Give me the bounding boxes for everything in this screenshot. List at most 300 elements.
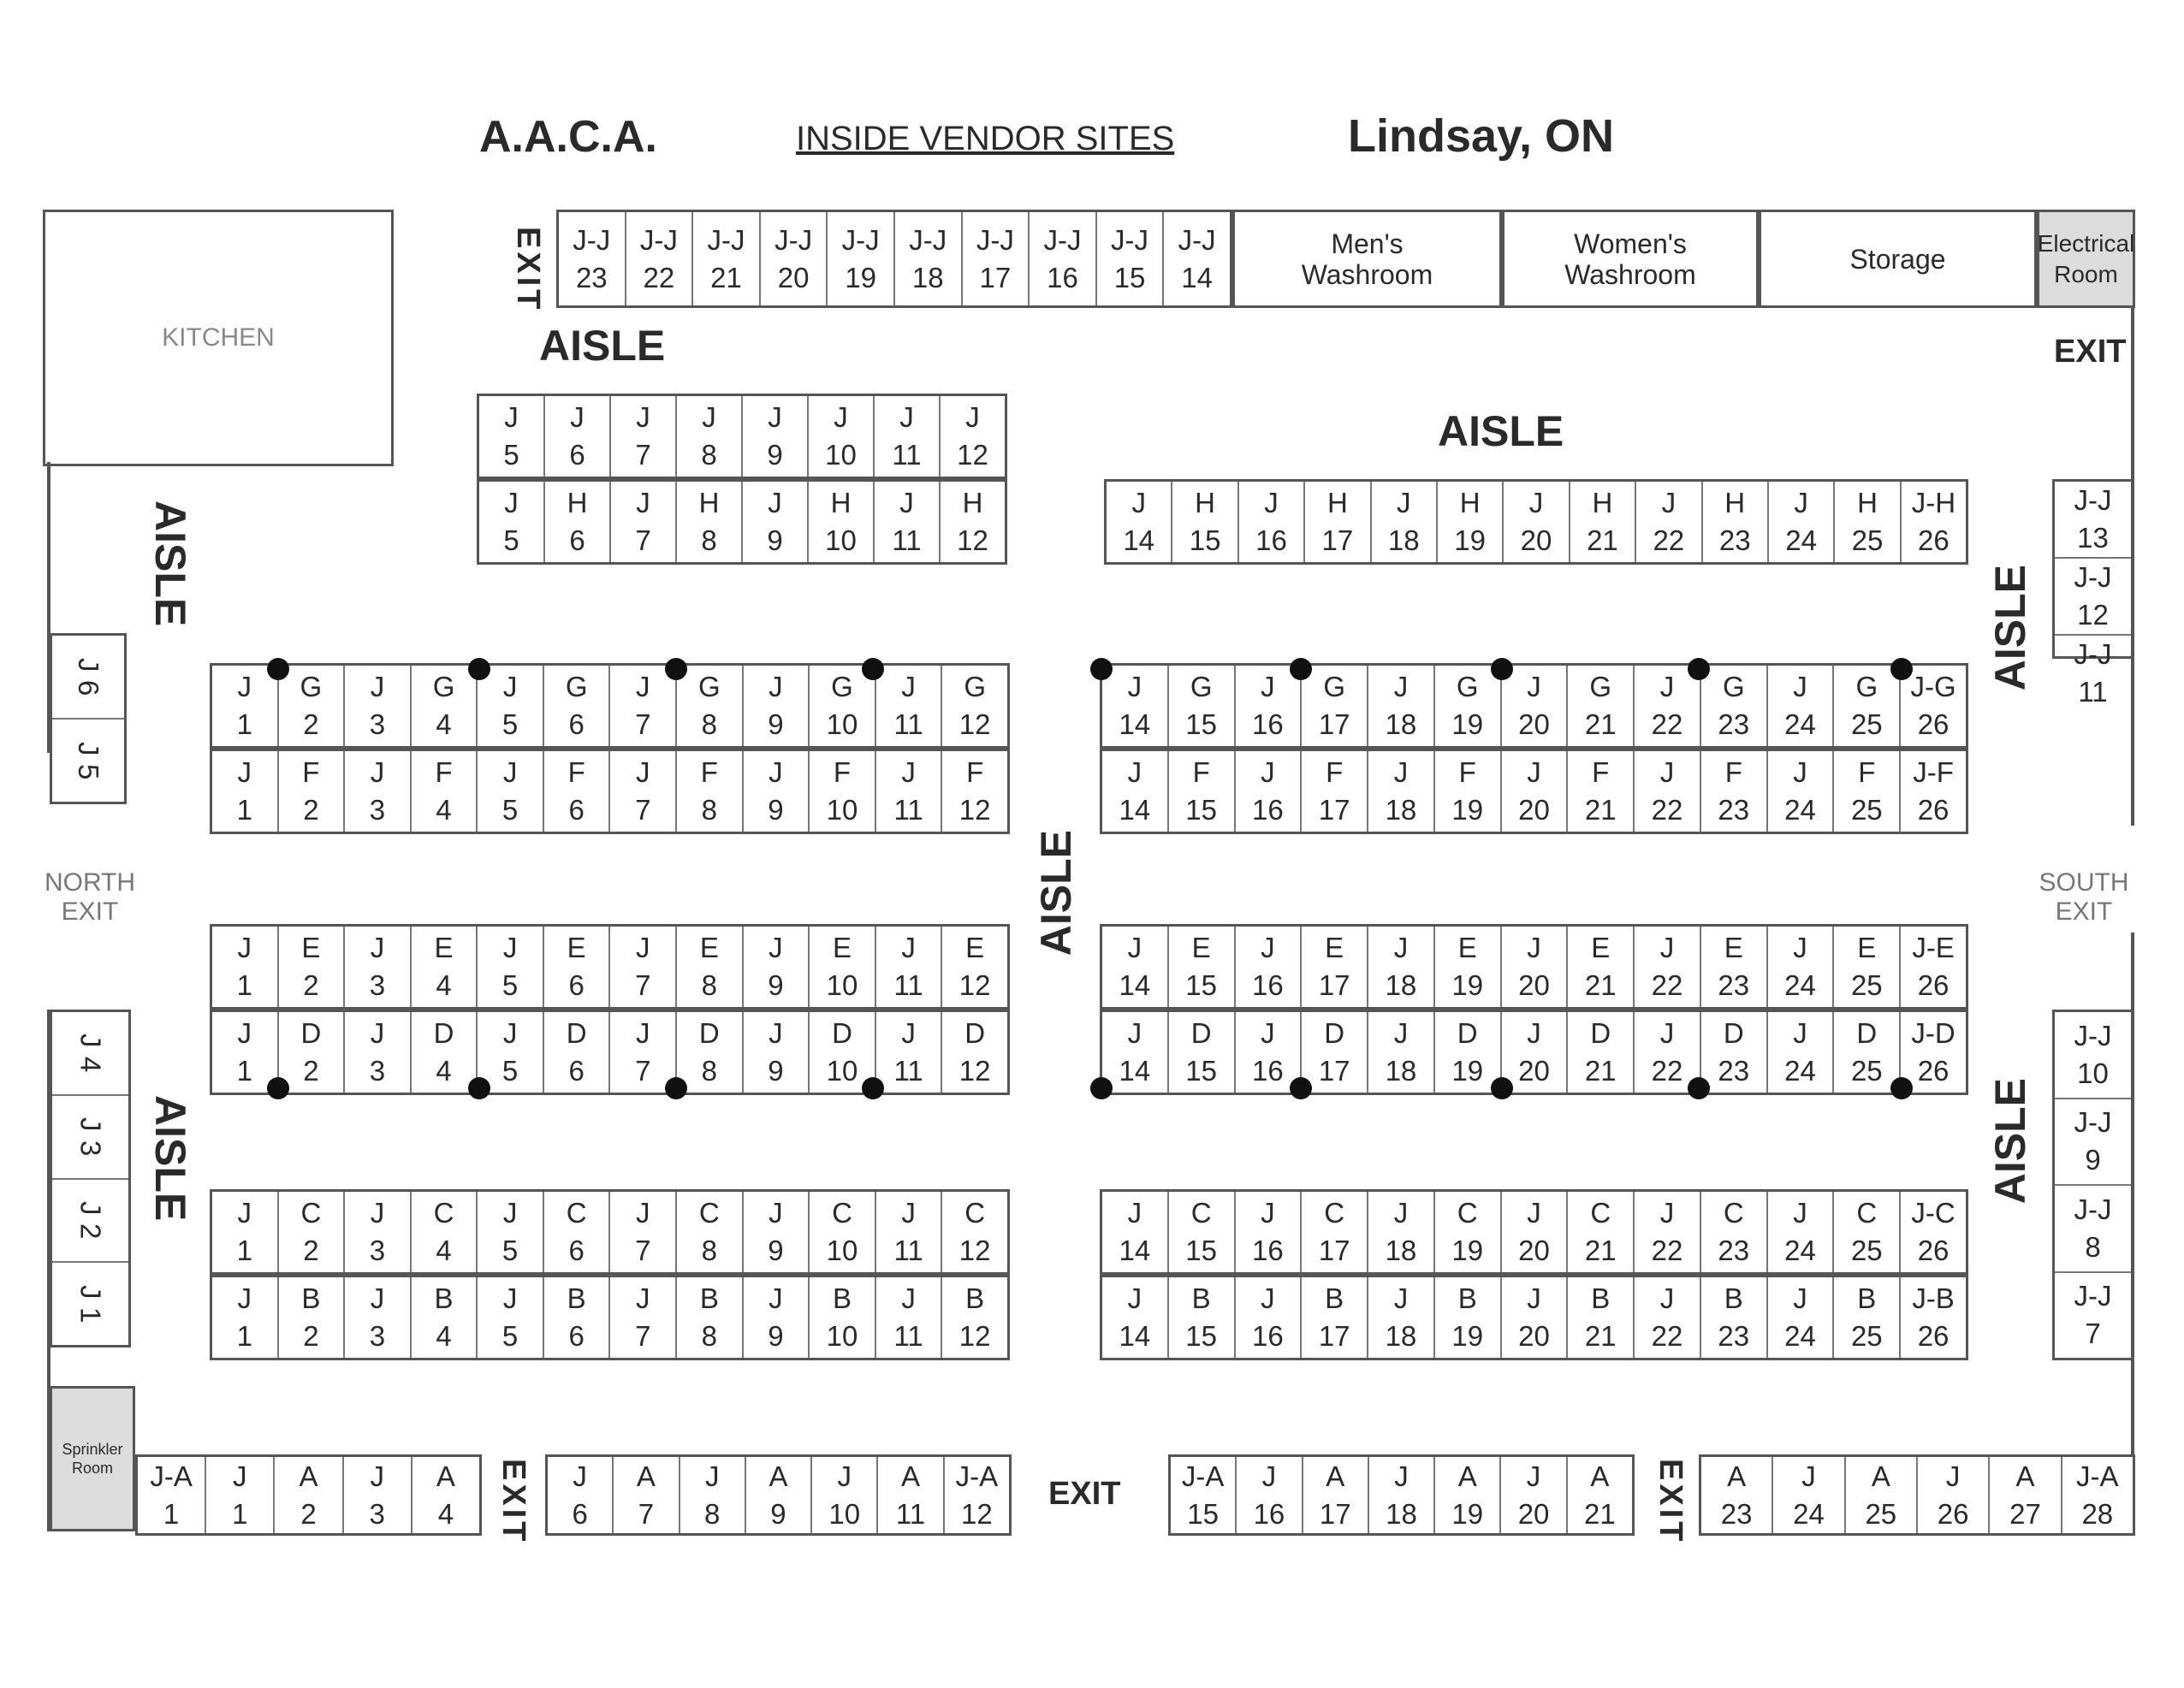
booth-a-2-6[interactable] <box>945 1457 1009 1533</box>
booth-d-right-6[interactable] <box>1502 1012 1569 1093</box>
booth-f-right-8[interactable] <box>1635 751 1701 832</box>
booth-g-right-12[interactable] <box>1901 666 1966 746</box>
booth-jj-right-top-1[interactable] <box>2055 559 2131 636</box>
booth-h-right-7[interactable] <box>1570 482 1636 562</box>
booth-e-left-8[interactable] <box>744 927 810 1007</box>
booth-d-left-8[interactable] <box>744 1012 810 1093</box>
booth-code: J <box>1393 1017 1409 1049</box>
booth-b-left-5[interactable] <box>544 1277 611 1358</box>
booth-b-left-7[interactable] <box>677 1277 744 1358</box>
booth-b-right-0[interactable] <box>1102 1277 1169 1358</box>
booth-number: 19 <box>1451 1320 1484 1352</box>
booth-number: 22 <box>643 261 675 293</box>
booth-c-right-10[interactable] <box>1768 1192 1835 1272</box>
booth-jj-right-top-0[interactable] <box>2055 482 2131 559</box>
booth-jj-left-top-1[interactable] <box>52 720 124 802</box>
booth-d-right-3[interactable] <box>1302 1012 1368 1093</box>
booth-c-right-1[interactable] <box>1169 1192 1236 1272</box>
booth-code: J <box>237 932 252 963</box>
booth-d-left-7[interactable] <box>677 1012 744 1093</box>
booth-h-left-7[interactable] <box>941 482 1005 562</box>
booth-e-right-8[interactable] <box>1635 927 1701 1007</box>
booth-h-left-6[interactable] <box>875 482 941 562</box>
booth-top-strip-8[interactable] <box>1097 212 1165 305</box>
booth-h-right-0[interactable] <box>1107 482 1172 562</box>
booth-top-strip-2[interactable] <box>693 212 761 305</box>
booth-jj-right-top-2[interactable] <box>2055 636 2131 711</box>
booth-a-3-1[interactable] <box>1237 1457 1303 1533</box>
booth-g-right-3[interactable] <box>1302 666 1368 746</box>
booth-e-left-0[interactable] <box>212 927 279 1007</box>
booth-b-left-9[interactable] <box>810 1277 876 1358</box>
booth-c-right-7[interactable] <box>1568 1192 1635 1272</box>
booth-b-left-4[interactable] <box>478 1277 544 1358</box>
booth-number: 12 <box>2077 599 2109 631</box>
booth-top-strip-4[interactable] <box>828 212 895 305</box>
booth-a-3-4[interactable] <box>1435 1457 1501 1533</box>
booth-c-right-9[interactable] <box>1701 1192 1768 1272</box>
booth-code: G <box>1855 671 1878 702</box>
booth-number: 1 <box>236 708 252 740</box>
booth-e-right-2[interactable] <box>1236 927 1303 1007</box>
booth-h-right-2[interactable] <box>1239 482 1305 562</box>
booth-a-4-3[interactable] <box>1918 1457 1990 1533</box>
booth-e-right-10[interactable] <box>1768 927 1835 1007</box>
booth-f-left-10[interactable] <box>876 751 943 832</box>
booth-b-right-6[interactable] <box>1502 1277 1569 1358</box>
booth-g-left-10[interactable] <box>876 666 943 746</box>
booth-e-right-0[interactable] <box>1102 927 1169 1007</box>
booth-number: 10 <box>828 1497 861 1530</box>
booth-f-left-4[interactable] <box>478 751 544 832</box>
booth-b-right-3[interactable] <box>1302 1277 1368 1358</box>
booth-a-1-1[interactable] <box>206 1457 275 1533</box>
booth-g-left-6[interactable] <box>610 666 677 746</box>
booth-d-right-0[interactable] <box>1102 1012 1169 1093</box>
booth-a-1-0[interactable] <box>138 1457 206 1533</box>
booth-d-left-10[interactable] <box>876 1012 943 1093</box>
booth-e-left-7[interactable] <box>677 927 744 1007</box>
booth-code: J <box>573 1460 587 1492</box>
booth-g-right-7[interactable] <box>1568 666 1635 746</box>
booth-f-left-9[interactable] <box>810 751 876 832</box>
booth-c-right-11[interactable] <box>1834 1192 1901 1272</box>
booth-e-left-6[interactable] <box>610 927 677 1007</box>
booth-f-left-1[interactable] <box>279 751 346 832</box>
booth-g-left-5[interactable] <box>544 666 611 746</box>
booth-g-right-1[interactable] <box>1169 666 1236 746</box>
booth-row-a-3 <box>1168 1454 1635 1536</box>
booth-jj-left-top-0[interactable] <box>52 636 124 720</box>
booth-number: 19 <box>1451 1235 1484 1266</box>
booth-c-left-8[interactable] <box>744 1192 810 1272</box>
booth-e-right-4[interactable] <box>1368 927 1435 1007</box>
booth-a-4-4[interactable] <box>1990 1457 2062 1533</box>
booth-d-left-5[interactable] <box>544 1012 611 1093</box>
booth-code: J <box>74 1284 107 1300</box>
booth-a-4-0[interactable] <box>1701 1457 1773 1533</box>
booth-a-1-4[interactable] <box>412 1457 479 1533</box>
booth-number: 9 <box>2085 1144 2101 1176</box>
booth-f-right-10[interactable] <box>1768 751 1835 832</box>
booth-d-right-9[interactable] <box>1701 1012 1768 1093</box>
booth-h-left-5[interactable] <box>809 482 875 562</box>
booth-top-strip-7[interactable] <box>1030 212 1097 305</box>
booth-h-right-3[interactable] <box>1305 482 1371 562</box>
booth-c-left-2[interactable] <box>345 1192 412 1272</box>
booth-top-strip-9[interactable] <box>1164 212 1230 305</box>
booth-h-left-3[interactable] <box>677 482 743 562</box>
booth-code: J-C <box>1911 1197 1956 1229</box>
booth-e-left-4[interactable] <box>478 927 544 1007</box>
booth-d-left-3[interactable] <box>412 1012 478 1093</box>
booth-g-right-9[interactable] <box>1701 666 1768 746</box>
booth-b-left-1[interactable] <box>279 1277 346 1358</box>
booth-jj-left-bottom-0[interactable] <box>52 1012 128 1096</box>
booth-a-4-1[interactable] <box>1773 1457 1845 1533</box>
booth-code: C <box>433 1197 454 1229</box>
booth-code: J <box>502 932 518 963</box>
booth-h-left-4[interactable] <box>743 482 809 562</box>
booth-jj-left-bottom-3[interactable] <box>52 1263 128 1345</box>
booth-number: 21 <box>1584 708 1617 740</box>
booth-g-left-4[interactable] <box>478 666 544 746</box>
booth-c-left-10[interactable] <box>876 1192 943 1272</box>
booth-h-right-5[interactable] <box>1438 482 1504 562</box>
exit-top-left: EXIT <box>510 227 546 313</box>
booth-e-right-11[interactable] <box>1834 927 1901 1007</box>
booth-a-3-2[interactable] <box>1303 1457 1369 1533</box>
booth-c-left-4[interactable] <box>478 1192 544 1272</box>
booth-c-right-12[interactable] <box>1901 1192 1966 1272</box>
booth-f-left-0[interactable] <box>212 751 279 832</box>
booth-f-right-5[interactable] <box>1435 751 1502 832</box>
booth-code: J <box>370 756 385 788</box>
booth-h-right-9[interactable] <box>1703 482 1769 562</box>
booth-number: 6 <box>568 794 585 826</box>
booth-h-right-12[interactable] <box>1902 482 1966 562</box>
booth-h-left-0[interactable] <box>479 482 545 562</box>
booth-a-3-3[interactable] <box>1369 1457 1435 1533</box>
booth-number: 16 <box>1252 1055 1284 1087</box>
booth-number: 5 <box>501 1320 519 1352</box>
booth-i-left-2[interactable] <box>611 396 677 477</box>
booth-code: J <box>1945 1460 1961 1492</box>
booth-code: J <box>901 1017 916 1049</box>
booth-f-left-2[interactable] <box>345 751 412 832</box>
booth-e-right-1[interactable] <box>1169 927 1236 1007</box>
booth-g-left-11[interactable] <box>942 666 1007 746</box>
booth-code: G <box>964 671 986 702</box>
booth-a-2-0[interactable] <box>548 1457 614 1533</box>
booth-jj-right-bottom-0[interactable] <box>2055 1012 2131 1099</box>
booth-g-right-11[interactable] <box>1834 666 1901 746</box>
booth-code: J <box>1801 1460 1816 1492</box>
booth-h-right-4[interactable] <box>1372 482 1438 562</box>
booth-f-right-7[interactable] <box>1568 751 1635 832</box>
booth-jj-right-bottom-1[interactable] <box>2055 1099 2131 1187</box>
booth-i-left-4[interactable] <box>743 396 809 477</box>
booth-jj-right-bottom-2[interactable] <box>2055 1186 2131 1273</box>
booth-d-right-4[interactable] <box>1368 1012 1435 1093</box>
booth-number: 14 <box>1123 524 1155 556</box>
booth-a-4-5[interactable] <box>2062 1457 2133 1533</box>
booth-c-right-2[interactable] <box>1236 1192 1303 1272</box>
booth-b-left-0[interactable] <box>212 1277 279 1358</box>
booth-number: 9 <box>768 794 784 826</box>
booth-code: J <box>1793 932 1807 963</box>
booth-b-right-11[interactable] <box>1834 1277 1901 1358</box>
booth-e-right-3[interactable] <box>1302 927 1368 1007</box>
booth-b-right-4[interactable] <box>1368 1277 1435 1358</box>
booth-a-2-5[interactable] <box>878 1457 944 1533</box>
booth-d-right-12[interactable] <box>1901 1012 1966 1093</box>
booth-c-right-8[interactable] <box>1635 1192 1701 1272</box>
booth-f-left-7[interactable] <box>677 751 744 832</box>
booth-f-left-3[interactable] <box>412 751 478 832</box>
booth-i-left-5[interactable] <box>809 396 875 477</box>
booth-a-2-2[interactable] <box>680 1457 746 1533</box>
booth-e-right-6[interactable] <box>1502 927 1569 1007</box>
booth-f-right-9[interactable] <box>1701 751 1768 832</box>
booth-code: E <box>965 932 985 963</box>
booth-h-right-10[interactable] <box>1769 482 1835 562</box>
booth-number: 6 <box>572 1497 588 1530</box>
booth-b-right-8[interactable] <box>1635 1277 1701 1358</box>
booth-c-left-5[interactable] <box>544 1192 611 1272</box>
booth-a-2-3[interactable] <box>746 1457 812 1533</box>
booth-c-right-3[interactable] <box>1302 1192 1368 1272</box>
booth-code: D <box>1590 1017 1611 1049</box>
booth-code: J <box>1661 487 1677 518</box>
booth-e-left-10[interactable] <box>876 927 943 1007</box>
booth-code: G <box>1589 671 1612 702</box>
booth-number: 26 <box>1937 1497 1969 1530</box>
booth-c-left-7[interactable] <box>677 1192 744 1272</box>
booth-a-1-3[interactable] <box>344 1457 412 1533</box>
booth-f-left-11[interactable] <box>942 751 1007 832</box>
booth-b-left-2[interactable] <box>345 1277 412 1358</box>
booth-f-right-1[interactable] <box>1169 751 1236 832</box>
booth-f-right-12[interactable] <box>1901 751 1966 832</box>
booth-i-left-0[interactable] <box>479 396 545 477</box>
booth-number: 1 <box>236 794 252 826</box>
booth-f-left-6[interactable] <box>610 751 677 832</box>
exit-bottom-1: EXIT <box>496 1459 531 1545</box>
booth-jj-left-bottom-1[interactable] <box>52 1096 128 1180</box>
booth-top-strip-0[interactable] <box>559 212 626 305</box>
booth-number: 11 <box>893 708 923 740</box>
booth-number: 18 <box>911 261 944 293</box>
booth-e-left-11[interactable] <box>942 927 1007 1007</box>
booth-code: G <box>1722 671 1745 702</box>
booth-jj-left-bottom-2[interactable] <box>52 1180 128 1264</box>
booth-number: 26 <box>1917 1320 1950 1352</box>
booth-i-left-7[interactable] <box>941 396 1005 477</box>
booth-e-right-5[interactable] <box>1435 927 1502 1007</box>
booth-code: B <box>1857 1282 1877 1314</box>
booth-d-right-1[interactable] <box>1169 1012 1236 1093</box>
booth-e-right-7[interactable] <box>1568 927 1635 1007</box>
booth-h-right-11[interactable] <box>1835 482 1901 562</box>
womens-washroom: Women's Washroom <box>1502 210 1759 308</box>
pillar-marker <box>267 1077 289 1099</box>
booth-i-left-1[interactable] <box>545 396 611 477</box>
booth-number: 12 <box>958 969 991 1001</box>
booth-i-left-6[interactable] <box>875 396 941 477</box>
booth-top-strip-3[interactable] <box>761 212 828 305</box>
booth-g-right-4[interactable] <box>1368 666 1435 746</box>
booth-d-left-11[interactable] <box>942 1012 1007 1093</box>
booth-g-right-2[interactable] <box>1236 666 1303 746</box>
booth-code: J <box>233 1460 247 1492</box>
booth-a-3-5[interactable] <box>1501 1457 1567 1533</box>
booth-b-left-10[interactable] <box>876 1277 943 1358</box>
booth-code: J <box>370 1017 385 1049</box>
booth-e-right-12[interactable] <box>1901 927 1966 1007</box>
booth-g-right-10[interactable] <box>1768 666 1835 746</box>
booth-g-left-8[interactable] <box>744 666 810 746</box>
booth-c-left-0[interactable] <box>212 1192 279 1272</box>
booth-g-left-2[interactable] <box>345 666 412 746</box>
booth-f-right-3[interactable] <box>1302 751 1368 832</box>
booth-c-right-6[interactable] <box>1502 1192 1569 1272</box>
pillar-marker <box>1090 1077 1113 1099</box>
booth-code: D <box>1190 1017 1212 1049</box>
booth-b-right-5[interactable] <box>1435 1277 1502 1358</box>
booth-c-left-1[interactable] <box>279 1192 346 1272</box>
booth-b-right-10[interactable] <box>1768 1277 1835 1358</box>
pillar-marker <box>862 658 884 680</box>
booth-code: J <box>1127 1197 1142 1229</box>
booth-f-right-4[interactable] <box>1368 751 1435 832</box>
booth-g-right-0[interactable] <box>1102 666 1169 746</box>
booth-g-left-3[interactable] <box>412 666 478 746</box>
booth-f-left-8[interactable] <box>744 751 810 832</box>
north-exit-label: NORTH EXIT <box>44 868 136 926</box>
booth-d-left-1[interactable] <box>279 1012 346 1093</box>
booth-e-left-5[interactable] <box>544 927 611 1007</box>
booth-number: 8 <box>701 1235 718 1266</box>
booth-b-right-2[interactable] <box>1236 1277 1303 1358</box>
booth-d-right-7[interactable] <box>1568 1012 1635 1093</box>
booth-g-right-5[interactable] <box>1435 666 1502 746</box>
booth-row-h-right <box>1104 479 1968 565</box>
booth-b-left-3[interactable] <box>412 1277 478 1358</box>
booth-number: 6 <box>568 708 585 740</box>
booth-c-left-6[interactable] <box>610 1192 677 1272</box>
booth-top-strip-1[interactable] <box>626 212 694 305</box>
booth-a-3-0[interactable] <box>1171 1457 1237 1533</box>
booth-a-3-6[interactable] <box>1568 1457 1632 1533</box>
booth-e-left-9[interactable] <box>810 927 876 1007</box>
booth-a-2-1[interactable] <box>614 1457 680 1533</box>
booth-e-left-2[interactable] <box>345 927 412 1007</box>
booth-code: J-E <box>1912 932 1955 963</box>
booth-top-strip-5[interactable] <box>895 212 963 305</box>
booth-b-left-6[interactable] <box>610 1277 677 1358</box>
booth-c-left-9[interactable] <box>810 1192 876 1272</box>
booth-c-right-0[interactable] <box>1102 1192 1169 1272</box>
booth-d-right-11[interactable] <box>1834 1012 1901 1093</box>
booth-number: 15 <box>1185 1320 1217 1352</box>
booth-c-left-3[interactable] <box>412 1192 478 1272</box>
booth-top-strip-6[interactable] <box>963 212 1030 305</box>
booth-h-left-1[interactable] <box>545 482 611 562</box>
booth-e-right-9[interactable] <box>1701 927 1768 1007</box>
org-title: A.A.C.A. <box>479 112 657 162</box>
booth-f-right-0[interactable] <box>1102 751 1169 832</box>
booth-d-right-5[interactable] <box>1435 1012 1502 1093</box>
booth-f-right-2[interactable] <box>1236 751 1303 832</box>
booth-code: J <box>570 401 585 433</box>
booth-d-left-2[interactable] <box>345 1012 412 1093</box>
booth-b-right-12[interactable] <box>1901 1277 1966 1358</box>
booth-c-right-5[interactable] <box>1435 1192 1502 1272</box>
booth-number: 1 <box>74 1307 107 1324</box>
booth-number: 10 <box>826 794 858 826</box>
booth-c-left-11[interactable] <box>942 1192 1007 1272</box>
booth-b-right-9[interactable] <box>1701 1277 1768 1358</box>
booth-f-right-11[interactable] <box>1834 751 1901 832</box>
booth-number: 7 <box>635 1235 651 1266</box>
booth-c-right-4[interactable] <box>1368 1192 1435 1272</box>
booth-b-right-7[interactable] <box>1568 1277 1635 1358</box>
booth-b-right-1[interactable] <box>1169 1277 1236 1358</box>
booth-number: 6 <box>569 439 585 471</box>
booth-d-right-10[interactable] <box>1768 1012 1835 1093</box>
booth-g-right-6[interactable] <box>1502 666 1569 746</box>
booth-b-left-8[interactable] <box>744 1277 810 1358</box>
booth-f-right-6[interactable] <box>1502 751 1569 832</box>
booth-e-left-1[interactable] <box>279 927 346 1007</box>
booth-b-left-11[interactable] <box>942 1277 1007 1358</box>
booth-e-left-3[interactable] <box>412 927 478 1007</box>
booth-a-2-4[interactable] <box>812 1457 878 1533</box>
booth-a-1-2[interactable] <box>275 1457 343 1533</box>
pillar-marker <box>1491 1077 1513 1099</box>
booth-a-4-2[interactable] <box>1846 1457 1918 1533</box>
booth-code: J <box>1127 1017 1142 1049</box>
booth-number: 22 <box>1653 524 1685 556</box>
booth-g-left-0[interactable] <box>212 666 279 746</box>
booth-h-left-2[interactable] <box>611 482 677 562</box>
booth-jj-right-bottom-3[interactable] <box>2055 1273 2131 1359</box>
booth-code: J <box>237 756 252 788</box>
booth-number: 9 <box>767 439 783 471</box>
booth-number: 8 <box>701 794 718 826</box>
booth-number: 4 <box>436 708 452 740</box>
booth-g-left-7[interactable] <box>677 666 744 746</box>
booth-h-right-8[interactable] <box>1636 482 1702 562</box>
booth-number: 3 <box>369 1235 386 1266</box>
booth-row-i-left <box>477 394 1007 479</box>
booth-h-right-1[interactable] <box>1172 482 1238 562</box>
booth-code: J-G <box>1910 671 1956 702</box>
booth-number: 24 <box>1793 1497 1825 1530</box>
booth-code: J <box>1527 671 1541 702</box>
booth-i-left-3[interactable] <box>677 396 743 477</box>
booth-code: J <box>636 401 650 433</box>
booth-f-left-5[interactable] <box>544 751 611 832</box>
booth-code: J <box>1393 1197 1409 1229</box>
booth-code: J <box>74 1034 107 1048</box>
booth-g-left-1[interactable] <box>279 666 346 746</box>
booth-code: E <box>699 932 719 963</box>
booth-code: H <box>1592 487 1613 518</box>
south-exit-label: SOUTH EXIT <box>2039 868 2129 926</box>
booth-h-right-6[interactable] <box>1504 482 1570 562</box>
